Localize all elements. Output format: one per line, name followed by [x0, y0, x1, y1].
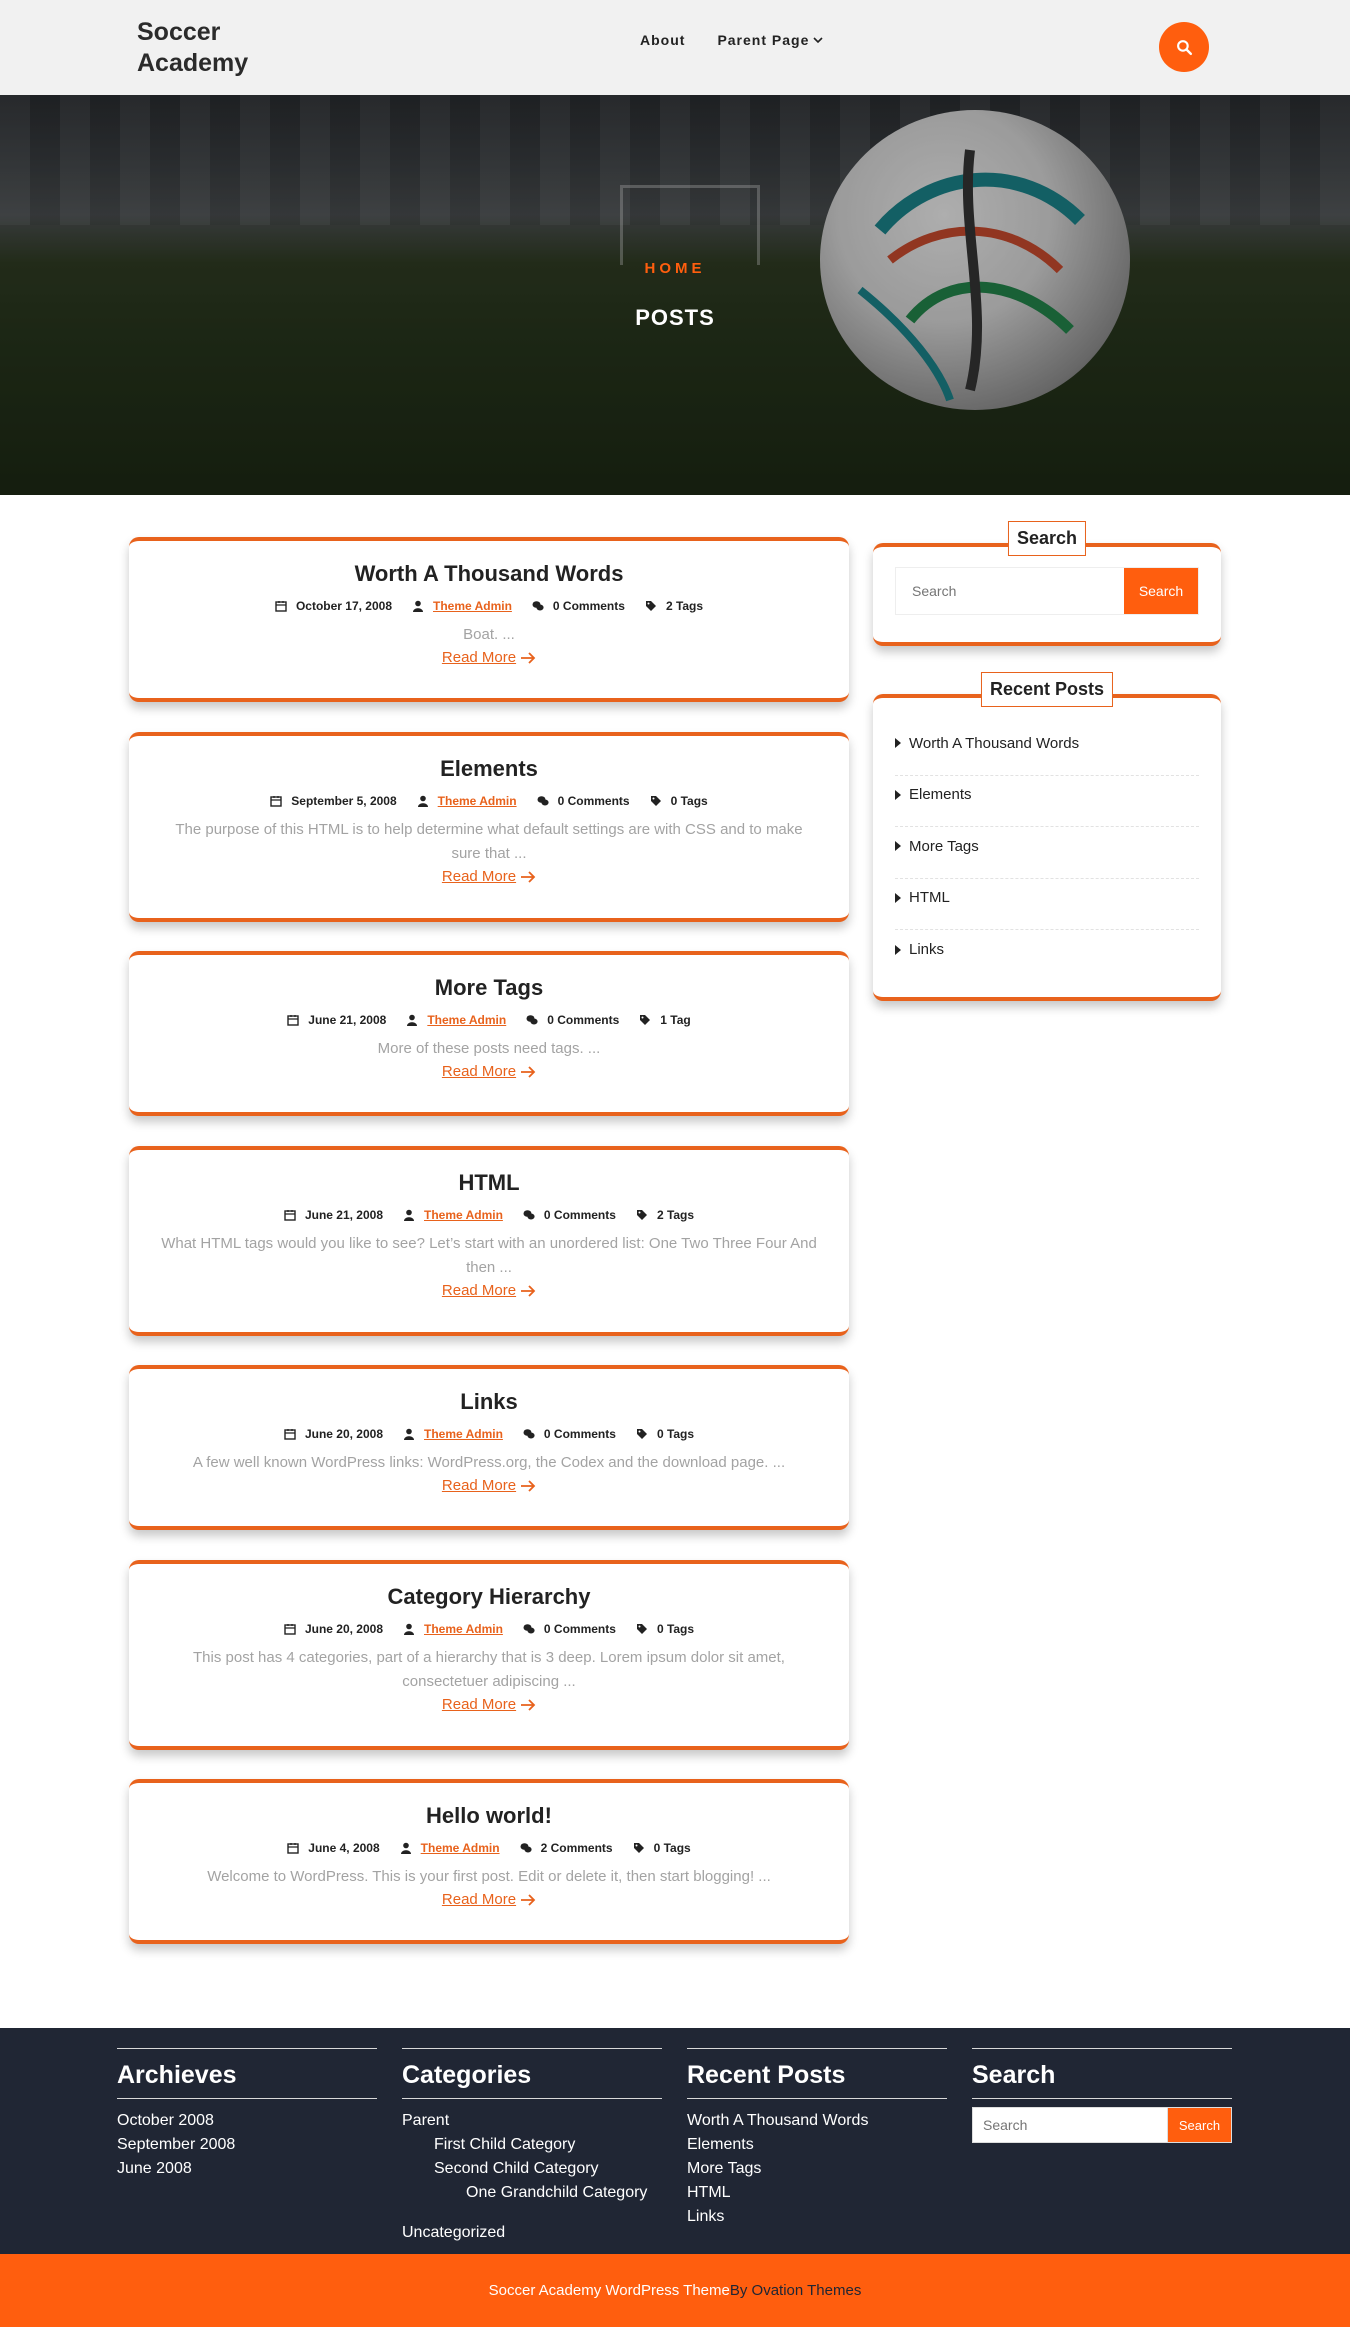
author-link[interactable]: Theme Admin: [437, 794, 517, 808]
read-more-link[interactable]: Read More: [442, 1063, 536, 1080]
search-icon: [1176, 39, 1193, 56]
footer-heading: Archieves: [117, 2049, 377, 2099]
page-title: POSTS: [635, 305, 715, 330]
footer-archives: [117, 2048, 377, 2181]
footer-recent-list: [687, 2109, 947, 2229]
site-header: [0, 0, 1350, 95]
sidebar-search-widget: [873, 528, 1221, 646]
recent-post-link[interactable]: Elements: [895, 776, 1199, 828]
comments-icon: [520, 1842, 532, 1854]
footer-recent-posts: [687, 2048, 947, 2229]
recent-post-link[interactable]: HTML: [895, 879, 1199, 931]
author-link[interactable]: Theme Admin: [424, 1622, 503, 1636]
post-tags: 0 Tags: [636, 1622, 694, 1636]
post-comments: 2 Comments: [520, 1841, 613, 1855]
user-icon: [403, 1209, 415, 1221]
post-excerpt: What HTML tags would you like to see? Let’s start with an unordered list: One Two Three Four And then ...: [161, 1235, 817, 1276]
footer-search-input[interactable]: [973, 2108, 1167, 2142]
post-author: [400, 1841, 500, 1855]
post-date: June 21, 2008: [287, 1013, 386, 1027]
calendar-icon: [284, 1623, 296, 1635]
user-icon: [412, 600, 424, 612]
arrow-right-icon: [520, 1480, 536, 1492]
tags-icon: [633, 1842, 645, 1854]
user-icon: [417, 795, 429, 807]
comments-icon: [526, 1014, 538, 1026]
post-author: [417, 794, 517, 808]
footer-recent-link[interactable]: More Tags: [687, 2160, 762, 2177]
site-title[interactable]: Soccer Academy: [137, 18, 249, 77]
author-link[interactable]: Theme Admin: [433, 599, 512, 613]
post-date: June 20, 2008: [284, 1427, 383, 1441]
categories-list: [402, 2109, 662, 2245]
author-link[interactable]: Theme Admin: [427, 1013, 507, 1027]
archives-list: [117, 2109, 377, 2181]
calendar-icon: [275, 600, 287, 612]
post-card: [129, 1779, 849, 1944]
nav-label: About: [640, 32, 686, 48]
copyright-bar: [0, 2254, 1350, 2327]
site-footer: [0, 2028, 1350, 2254]
footer-recent-link[interactable]: Worth A Thousand Words: [687, 2112, 869, 2129]
post-comments: 0 Comments: [526, 1013, 619, 1027]
archive-link[interactable]: October 2008: [117, 2112, 214, 2129]
sidebar-search-button[interactable]: Search: [1124, 568, 1198, 614]
post-excerpt: More of these posts need tags. ...: [377, 1040, 601, 1057]
credit-theme-link[interactable]: Soccer Academy WordPress Theme: [488, 2282, 730, 2299]
footer-search-button[interactable]: Search: [1167, 2108, 1231, 2142]
post-card: [129, 537, 849, 702]
post-card: [129, 732, 849, 922]
post-title[interactable]: Hello world!: [426, 1803, 552, 1828]
read-more-link[interactable]: Read More: [442, 649, 536, 666]
hero-banner: [0, 95, 1350, 495]
post-date: September 5, 2008: [270, 794, 396, 808]
tags-icon: [650, 795, 662, 807]
post-excerpt: This post has 4 categories, part of a hierarchy that is 3 deep. Lorem ipsum dolor sit amet, consectetuer adipiscing ...: [193, 1649, 785, 1690]
calendar-icon: [287, 1842, 299, 1854]
footer-recent-link[interactable]: HTML: [687, 2184, 731, 2201]
caret-right-icon: [895, 738, 901, 748]
header-search-button[interactable]: [1159, 22, 1209, 72]
footer-recent-link[interactable]: Links: [687, 2208, 725, 2225]
post-author: [406, 1013, 506, 1027]
nav-label: Parent Page: [717, 32, 810, 48]
caret-right-icon: [895, 893, 901, 903]
post-tags: 2 Tags: [645, 599, 703, 613]
archive-link[interactable]: June 2008: [117, 2160, 192, 2177]
post-card: [129, 1146, 849, 1336]
user-icon: [406, 1014, 418, 1026]
post-comments: 0 Comments: [523, 1427, 616, 1441]
footer-heading: Recent Posts: [687, 2049, 947, 2099]
category-link[interactable]: Parent: [402, 2112, 450, 2129]
archive-link[interactable]: September 2008: [117, 2136, 236, 2153]
footer-search: [972, 2048, 1232, 2143]
recent-post-link[interactable]: Links: [895, 930, 1199, 982]
calendar-icon: [284, 1209, 296, 1221]
post-date: June 4, 2008: [287, 1841, 379, 1855]
post-title[interactable]: More Tags: [434, 975, 544, 1000]
post-meta: [129, 1013, 849, 1027]
credit-author[interactable]: By Ovation Themes: [729, 2282, 862, 2299]
comments-icon: [532, 600, 544, 612]
footer-search-form: [972, 2107, 1232, 2143]
arrow-right-icon: [520, 652, 536, 664]
post-author: [412, 599, 512, 613]
post-meta: [129, 1622, 849, 1636]
post-excerpt: Boat. ...: [463, 626, 515, 643]
post-tags: 0 Tags: [636, 1427, 694, 1441]
post-meta: [129, 1208, 849, 1222]
user-icon: [403, 1623, 415, 1635]
arrow-right-icon: [520, 1894, 536, 1906]
hero-overlay: [0, 95, 1350, 495]
nav-item-parent-page[interactable]: [717, 32, 824, 48]
post-meta: [129, 1427, 849, 1441]
calendar-icon: [284, 1428, 296, 1440]
user-icon: [403, 1428, 415, 1440]
post-excerpt: Welcome to WordPress. This is your first post. Edit or delete it, then start blogging! ...: [207, 1868, 771, 1885]
post-card: [129, 1560, 849, 1750]
post-comments: 0 Comments: [523, 1622, 616, 1636]
post-title[interactable]: Category Hierarchy: [387, 1584, 591, 1609]
chevron-down-icon: [812, 34, 824, 46]
post-meta: [129, 599, 849, 613]
tags-icon: [639, 1014, 651, 1026]
read-more-link[interactable]: Read More: [442, 1282, 536, 1299]
footer-heading: Categories: [402, 2049, 662, 2099]
category-link[interactable]: One Grandchild Category: [466, 2184, 648, 2201]
post-tags: 2 Tags: [636, 1208, 694, 1222]
post-title[interactable]: Worth A Thousand Words: [354, 561, 624, 586]
sidebar-recent-posts-widget: [873, 679, 1221, 1001]
post-date: June 21, 2008: [284, 1208, 383, 1222]
tags-icon: [645, 600, 657, 612]
widget-title: Recent Posts: [981, 672, 1113, 707]
footer-recent-link[interactable]: Elements: [687, 2136, 754, 2153]
sidebar-search-input[interactable]: [896, 568, 1124, 614]
post-date: June 20, 2008: [284, 1622, 383, 1636]
post-card: [129, 1365, 849, 1530]
post-tags: 0 Tags: [633, 1841, 691, 1855]
post-excerpt: The purpose of this HTML is to help determine what default settings are with CSS and to make sure that ...: [175, 821, 803, 862]
arrow-right-icon: [520, 1285, 536, 1297]
post-comments: 0 Comments: [532, 599, 625, 613]
calendar-icon: [287, 1014, 299, 1026]
tags-icon: [636, 1209, 648, 1221]
post-comments: 0 Comments: [523, 1208, 616, 1222]
caret-right-icon: [895, 790, 901, 800]
category-link[interactable]: Uncategorized: [402, 2224, 506, 2241]
post-author: [403, 1427, 503, 1441]
sidebar-search-form: [895, 567, 1199, 615]
recent-post-link[interactable]: More Tags: [895, 827, 1199, 879]
comments-icon: [523, 1623, 535, 1635]
tags-icon: [636, 1623, 648, 1635]
recent-post-link[interactable]: Worth A Thousand Words: [895, 724, 1199, 776]
post-meta: [129, 1841, 849, 1855]
comments-icon: [523, 1209, 535, 1221]
comments-icon: [537, 795, 549, 807]
caret-right-icon: [895, 841, 901, 851]
category-link[interactable]: Second Child Category: [434, 2160, 599, 2177]
main-nav: [640, 32, 824, 48]
post-meta: [129, 794, 849, 808]
author-link[interactable]: Theme Admin: [424, 1427, 503, 1441]
read-more-link[interactable]: Read More: [442, 1477, 536, 1494]
arrow-right-icon: [520, 871, 536, 883]
footer-heading: Search: [972, 2049, 1232, 2099]
main-content: [0, 495, 1350, 2028]
post-title[interactable]: Links: [460, 1389, 518, 1414]
post-excerpt: A few well known WordPress links: WordPress.org, the Codex and the download page. ...: [192, 1454, 786, 1471]
breadcrumb[interactable]: HOME: [644, 260, 706, 277]
arrow-right-icon: [520, 1699, 536, 1711]
nav-item-about[interactable]: [640, 32, 685, 48]
author-link[interactable]: Theme Admin: [424, 1208, 503, 1222]
category-link[interactable]: First Child Category: [434, 2136, 576, 2153]
post-comments: 0 Comments: [537, 794, 630, 808]
post-title[interactable]: HTML: [458, 1170, 520, 1195]
recent-posts-list: [895, 724, 1199, 982]
post-tags: 1 Tag: [639, 1013, 690, 1027]
post-author: [403, 1208, 503, 1222]
read-more-link[interactable]: Read More: [442, 1891, 536, 1908]
tags-icon: [636, 1428, 648, 1440]
calendar-icon: [270, 795, 282, 807]
arrow-right-icon: [520, 1066, 536, 1078]
widget-title: Search: [1008, 521, 1086, 556]
caret-right-icon: [895, 945, 901, 955]
footer-categories: [402, 2048, 662, 2245]
post-date: October 17, 2008: [275, 599, 392, 613]
comments-icon: [523, 1428, 535, 1440]
post-title[interactable]: Elements: [440, 756, 538, 781]
post-tags: 0 Tags: [650, 794, 708, 808]
post-author: [403, 1622, 503, 1636]
post-card: [129, 951, 849, 1116]
author-link[interactable]: Theme Admin: [420, 1841, 500, 1855]
user-icon: [400, 1842, 412, 1854]
read-more-link[interactable]: Read More: [442, 1696, 536, 1713]
read-more-link[interactable]: Read More: [442, 868, 536, 885]
